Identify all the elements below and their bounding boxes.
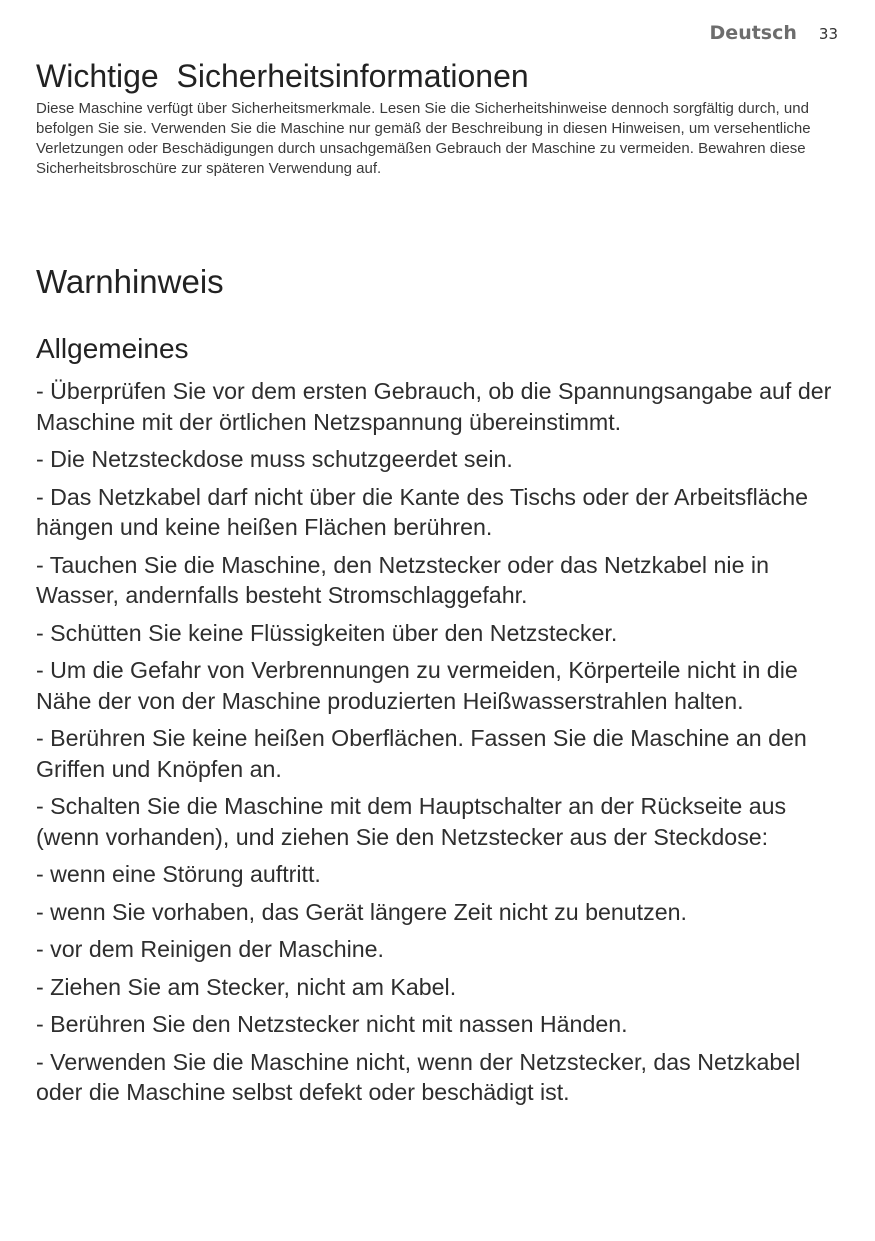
page-number: 33 — [818, 25, 838, 43]
safety-item: - Überprüfen Sie vor dem ersten Gebrauch, ob die Spannungsangabe auf der Maschine mit der örtlichen Netzspannung übereinstimmt. — [36, 378, 832, 435]
safety-item: - wenn Sie vorhaben, das Gerät längere Zeit nicht zu benutzen. — [36, 898, 687, 925]
safety-item: - Die Netzsteckdose muss schutzgeerdet sein. — [36, 446, 513, 472]
safety-item: - Tauchen Sie die Maschine, den Netzstecker oder das Netzkabel nie in Wasser, andernfalls besteht Stromschlaggefahr. — [36, 551, 769, 608]
page-header — [710, 22, 838, 44]
safety-item: - Schalten Sie die Maschine mit dem Hauptschalter an der Rückseite aus (wenn vorhanden), und ziehen Sie den Netzstecker aus der Steckdose: — [36, 793, 787, 850]
safety-item: - Ziehen Sie am Stecker, nicht am Kabel. — [36, 973, 457, 1000]
safety-item: - Das Netzkabel darf nicht über die Kante des Tischs oder der Arbeitsfläche hängen und keine heißen Flächen berühren. — [36, 483, 809, 540]
intro-paragraph: Diese Maschine verfügt über Sicherheitsmerkmale. Lesen Sie die Sicherheitshinweise dennoch sorgfältig durch, und befolgen Sie sie. Verwenden Sie die Maschine nur gemäß der Beschreibung in diesen Hinweisen, um versehentliche Verletzungen oder Beschädigungen durch unsachgemäßen Gebrauch der Maschine zu vermeiden. Bewahren diese Sicherheitsbroschüre zur späteren Verwendung auf. — [36, 100, 811, 177]
safety-list — [36, 376, 841, 1115]
subsection-title-allgemeines: Allgemeines — [36, 333, 189, 364]
language-label: Deutsch — [709, 22, 797, 44]
safety-item: - vor dem Reinigen der Maschine. — [36, 936, 384, 962]
section-title-warnhinweis: Warnhinweis — [36, 263, 224, 300]
page-title: Wichtige Sicherheitsinformationen — [36, 58, 529, 94]
safety-item: - Schütten Sie keine Flüssigkeiten über den Netzstecker. — [36, 619, 618, 646]
safety-item: - wenn eine Störung auftritt. — [36, 861, 321, 887]
safety-item: - Um die Gefahr von Verbrennungen zu vermeiden, Körperteile nicht in die Nähe der von der Maschine produzierten Heißwasserstrahlen halten. — [36, 657, 798, 714]
safety-item: - Berühren Sie den Netzstecker nicht mit nassen Händen. — [36, 1011, 628, 1037]
safety-item: - Verwenden Sie die Maschine nicht, wenn der Netzstecker, das Netzkabel oder die Maschine selbst defekt oder beschädigt ist. — [36, 1048, 801, 1105]
safety-item: - Berühren Sie keine heißen Oberflächen. Fassen Sie die Maschine an den Griffen und Knöpfen an. — [36, 725, 807, 782]
